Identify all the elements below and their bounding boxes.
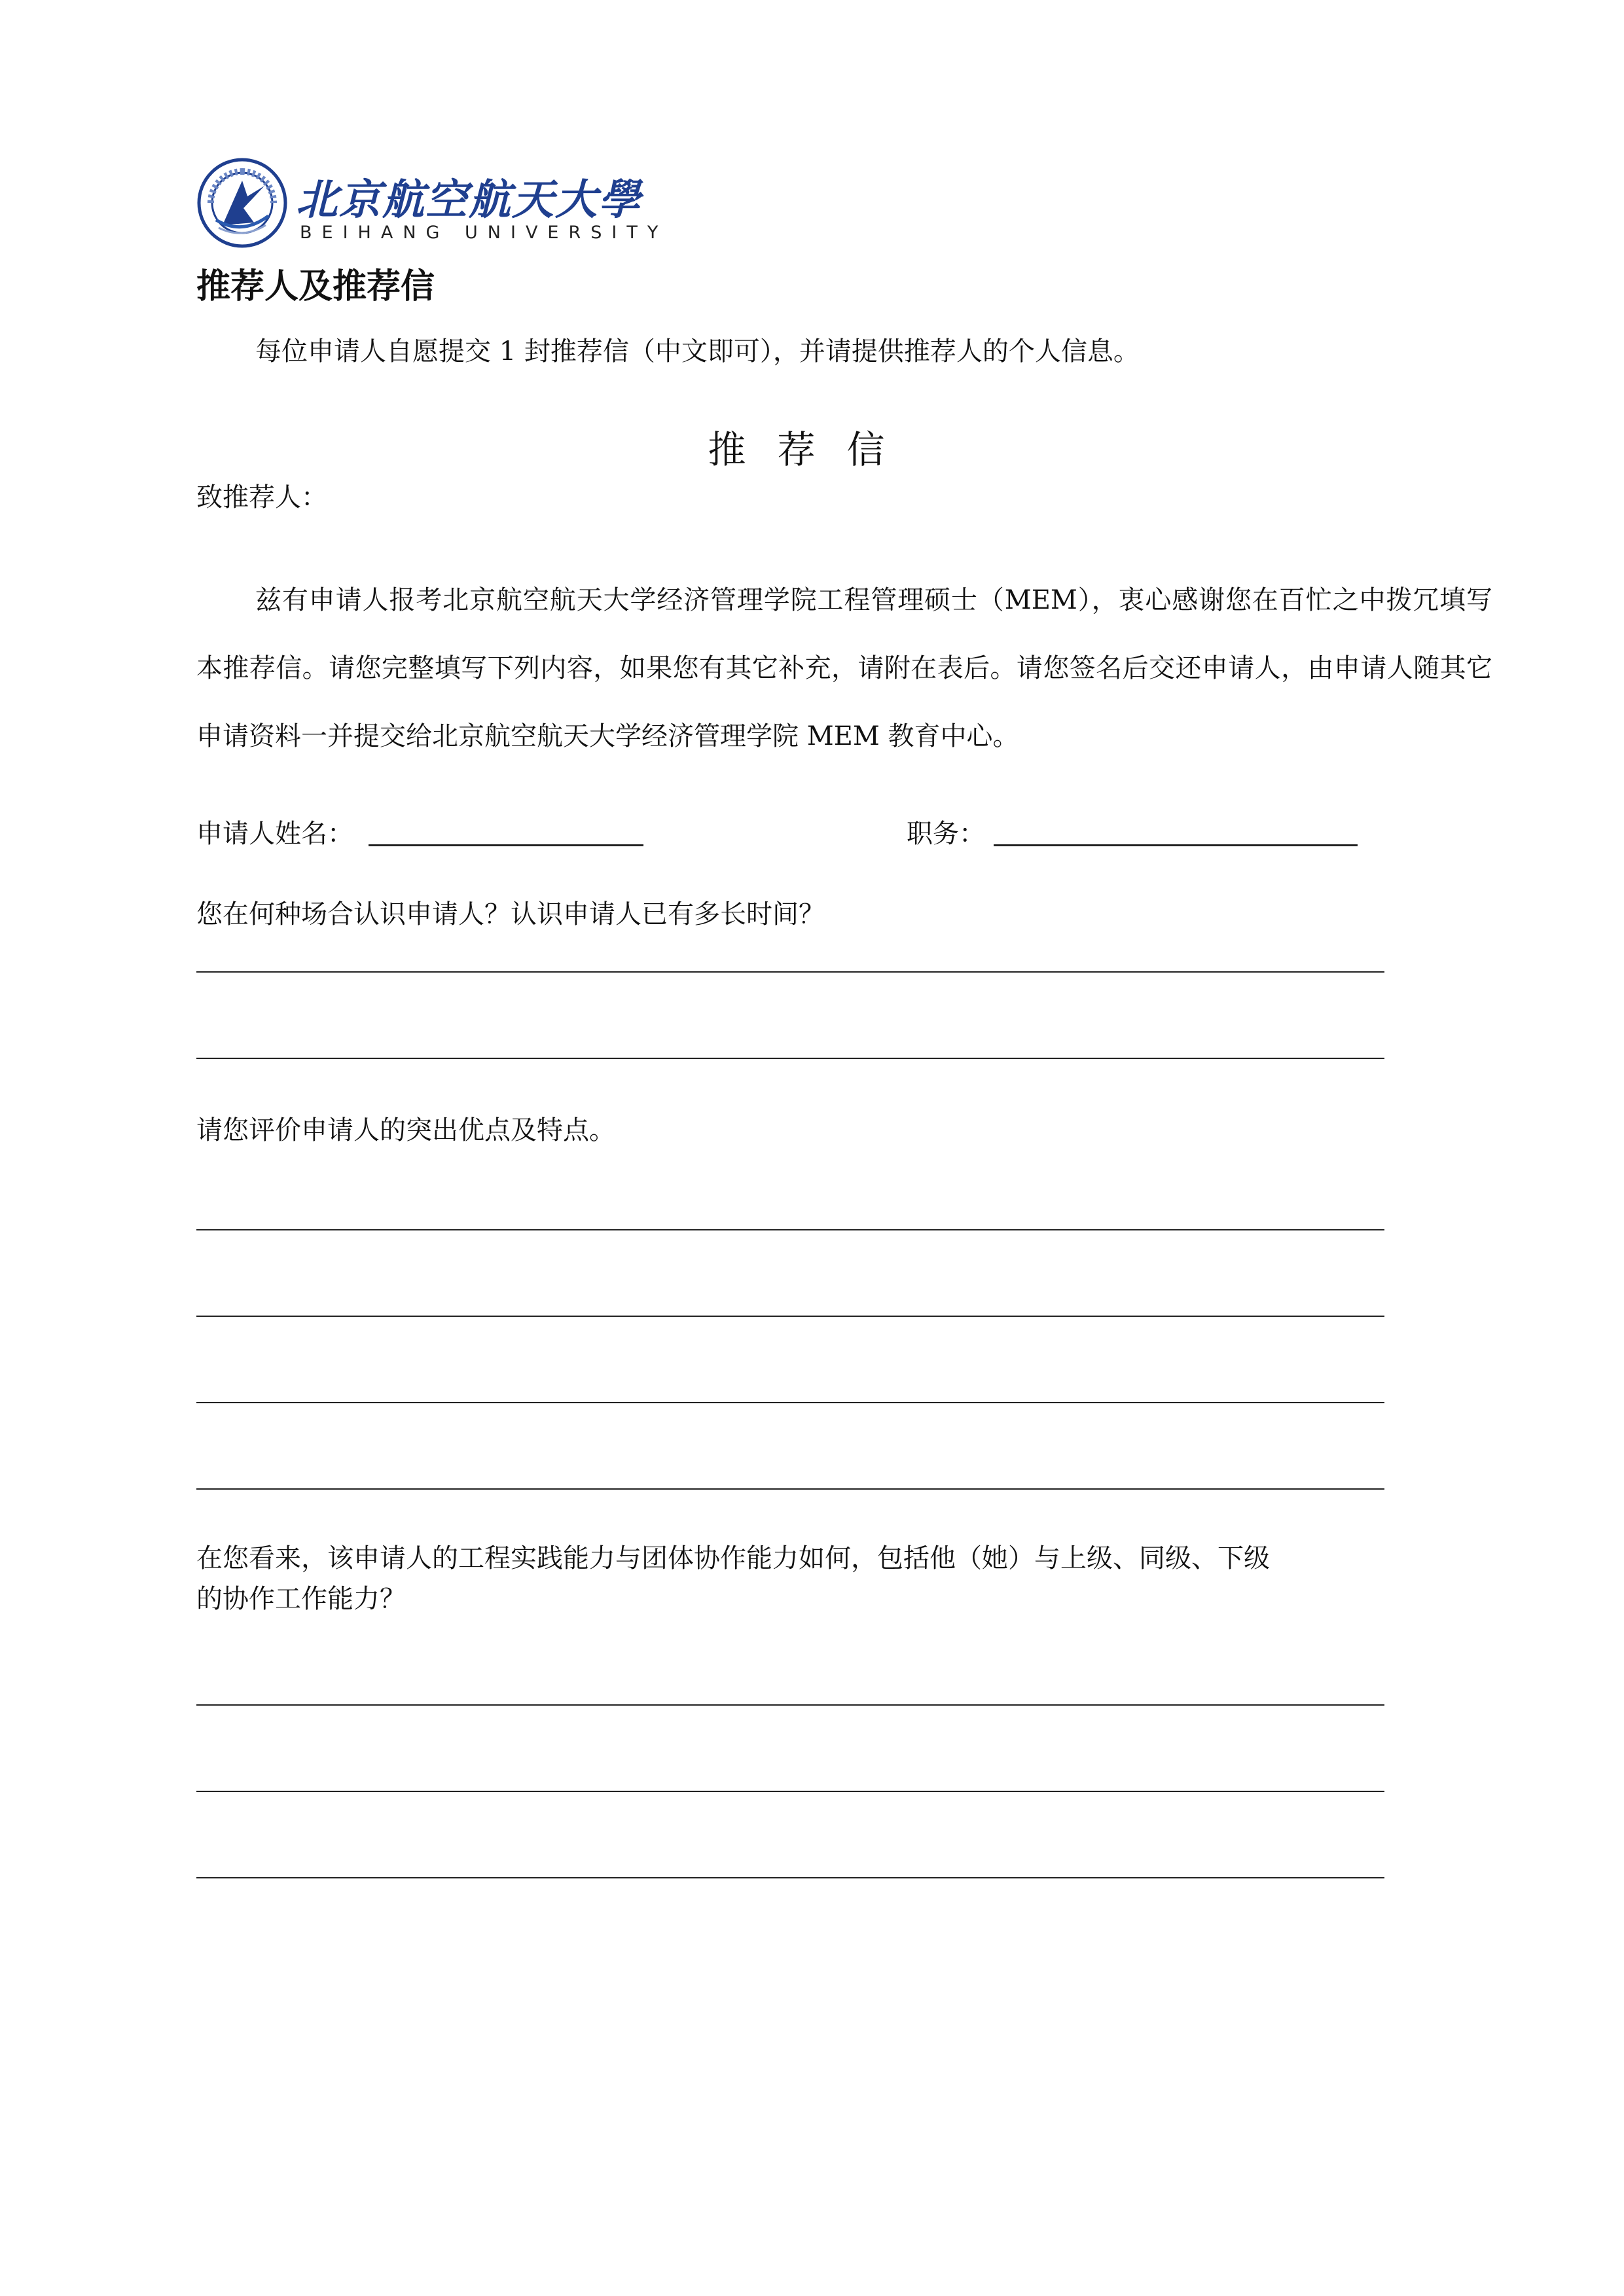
university-name-cn: 北京航空航天大學 xyxy=(296,175,641,224)
university-logo xyxy=(196,157,668,249)
answer-line[interactable] xyxy=(196,1791,1384,1792)
position-field[interactable] xyxy=(994,844,1358,846)
answer-line[interactable] xyxy=(196,1402,1384,1403)
answer-line[interactable] xyxy=(196,1316,1384,1317)
question-strengths: 请您评价申请人的突出优点及特点。 xyxy=(196,1115,615,1145)
applicant-name-label: 申请人姓名： xyxy=(196,819,353,849)
answer-line[interactable] xyxy=(196,1704,1384,1706)
answer-line[interactable] xyxy=(196,1058,1384,1059)
answer-line[interactable] xyxy=(196,1877,1384,1878)
answer-line[interactable] xyxy=(196,971,1384,973)
answer-line[interactable] xyxy=(196,1488,1384,1490)
question-acquaintance: 您在何种场合认识申请人？认识申请人已有多长时间？ xyxy=(196,899,825,929)
letter-title: 推荐信 xyxy=(708,427,916,472)
answer-line[interactable] xyxy=(196,1229,1384,1230)
salutation: 致推荐人： xyxy=(196,482,327,512)
intro-text: 每位申请人自愿提交 1 封推荐信（中文即可），并请提供推荐人的个人信息。 xyxy=(255,336,1140,367)
question-teamwork: 在您看来，该申请人的工程实践能力与团体协作能力如何，包括他（她）与上级、同级、下级 的协作工作能力？ xyxy=(196,1543,1270,1614)
position-label: 职务： xyxy=(907,819,985,849)
section-heading: 推荐人及推荐信 xyxy=(196,267,435,306)
university-name-en: BEIHANG UNIVERSITY xyxy=(300,223,668,243)
applicant-name-field[interactable] xyxy=(369,844,643,846)
letter-body: 兹有申请人报考北京航空航天大学经济管理学院工程管理硕士（MEM），衷心感谢您在百忙之中拨冗填写本推荐信。请您完整填写下列内容，如果您有其它补充，请附在表后。请您签名后交还申请人，由申请人随其它申请资料一并提交给北京航空航天大学经济管理学院 MEM 教育中心。 xyxy=(196,585,1492,751)
university-seal-icon xyxy=(196,157,288,249)
